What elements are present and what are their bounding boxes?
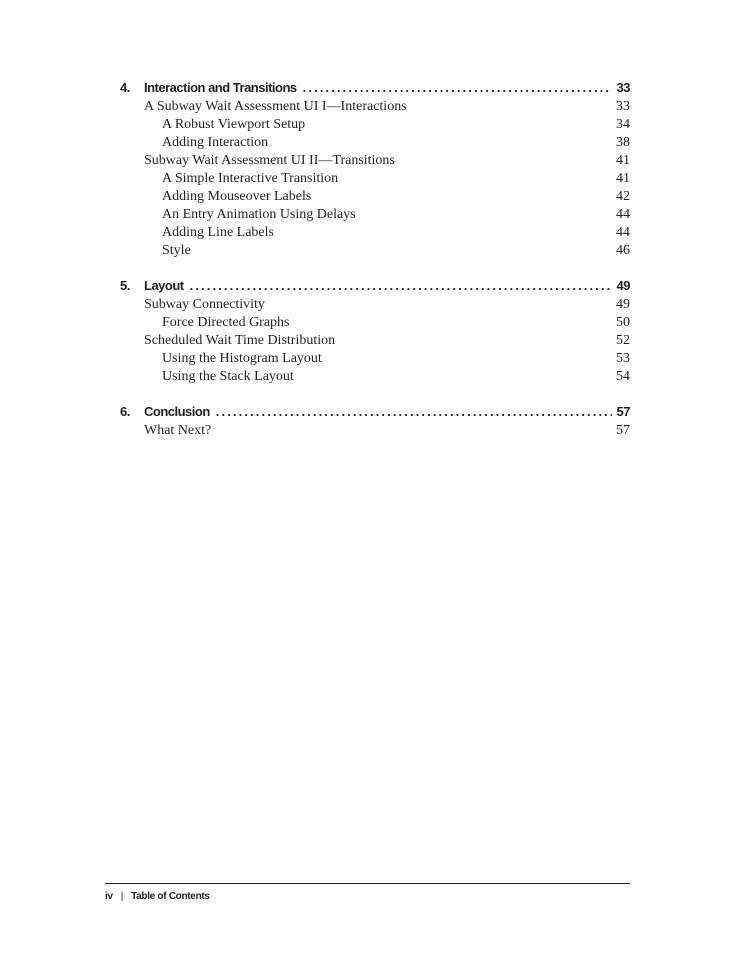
chapter-number: 6. <box>120 404 130 419</box>
dot-leader <box>303 80 612 95</box>
toc-entry[interactable] <box>120 351 630 369</box>
chapter-title: Layout <box>144 278 184 293</box>
entry-title: A Simple Interactive Transition <box>162 171 339 186</box>
toc-entry[interactable] <box>120 315 630 333</box>
chapter-6 <box>120 404 630 441</box>
entry-page-number: 44 <box>616 225 630 240</box>
toc-entry[interactable] <box>120 117 630 135</box>
chapter-page-number: 57 <box>616 404 630 419</box>
entry-page-number: 42 <box>616 189 630 204</box>
entry-page-number: 57 <box>616 423 630 438</box>
toc-entry[interactable] <box>120 243 630 261</box>
entry-title: Subway Connectivity <box>144 297 265 312</box>
chapter-title: Conclusion <box>144 404 210 419</box>
table-of-contents <box>120 80 630 458</box>
chapter-heading[interactable] <box>120 404 630 423</box>
toc-entry[interactable] <box>120 207 630 225</box>
chapter-page-number: 33 <box>616 80 630 95</box>
chapter-heading[interactable] <box>120 80 630 99</box>
chapter-title: Interaction and Transitions <box>144 80 297 95</box>
entry-title: A Robust Viewport Setup <box>162 117 306 132</box>
entry-page-number: 46 <box>616 243 630 258</box>
footer-section-title: Table of Contents <box>131 890 210 902</box>
entry-title: Scheduled Wait Time Distribution <box>144 333 336 348</box>
entry-title: Adding Interaction <box>162 135 269 150</box>
entry-page-number: 41 <box>616 153 630 168</box>
toc-entry[interactable] <box>120 369 630 387</box>
entry-page-number: 33 <box>616 99 630 114</box>
footer-page-number: iv <box>105 890 113 902</box>
toc-entry[interactable] <box>120 423 630 441</box>
entry-page-number: 44 <box>616 207 630 222</box>
entry-title: An Entry Animation Using Delays <box>162 207 356 222</box>
dot-leader <box>190 278 612 293</box>
chapter-number: 5. <box>120 278 130 293</box>
toc-entry[interactable] <box>120 153 630 171</box>
toc-entry[interactable] <box>120 225 630 243</box>
entry-page-number: 52 <box>616 333 630 348</box>
entry-title: Using the Stack Layout <box>162 369 294 384</box>
entry-title: A Subway Wait Assessment UI I—Interactions <box>144 99 407 114</box>
toc-entry[interactable] <box>120 135 630 153</box>
entry-page-number: 50 <box>616 315 630 330</box>
toc-entry[interactable] <box>120 333 630 351</box>
entry-title: Using the Histogram Layout <box>162 351 322 366</box>
entry-page-number: 49 <box>616 297 630 312</box>
footer-divider <box>105 883 630 884</box>
entry-title: Style <box>162 243 191 258</box>
dot-leader <box>216 404 612 419</box>
toc-entry[interactable] <box>120 189 630 207</box>
entry-page-number: 53 <box>616 351 630 366</box>
entry-page-number: 34 <box>616 117 630 132</box>
entry-title: Adding Line Labels <box>162 225 274 240</box>
chapter-4 <box>120 80 630 261</box>
entry-page-number: 54 <box>616 369 630 384</box>
chapter-heading[interactable] <box>120 278 630 297</box>
chapter-page-number: 49 <box>616 278 630 293</box>
entry-title: Adding Mouseover Labels <box>162 189 312 204</box>
entry-title: Force Directed Graphs <box>162 315 290 330</box>
entry-page-number: 38 <box>616 135 630 150</box>
toc-entry[interactable] <box>120 171 630 189</box>
chapter-5 <box>120 278 630 387</box>
page-footer <box>105 889 210 903</box>
footer-separator: | <box>120 890 124 902</box>
entry-page-number: 41 <box>616 171 630 186</box>
entry-title: Subway Wait Assessment UI II—Transitions <box>144 153 395 168</box>
entry-title: What Next? <box>144 423 212 438</box>
toc-entry[interactable] <box>120 99 630 117</box>
toc-entry[interactable] <box>120 297 630 315</box>
chapter-number: 4. <box>120 80 130 95</box>
